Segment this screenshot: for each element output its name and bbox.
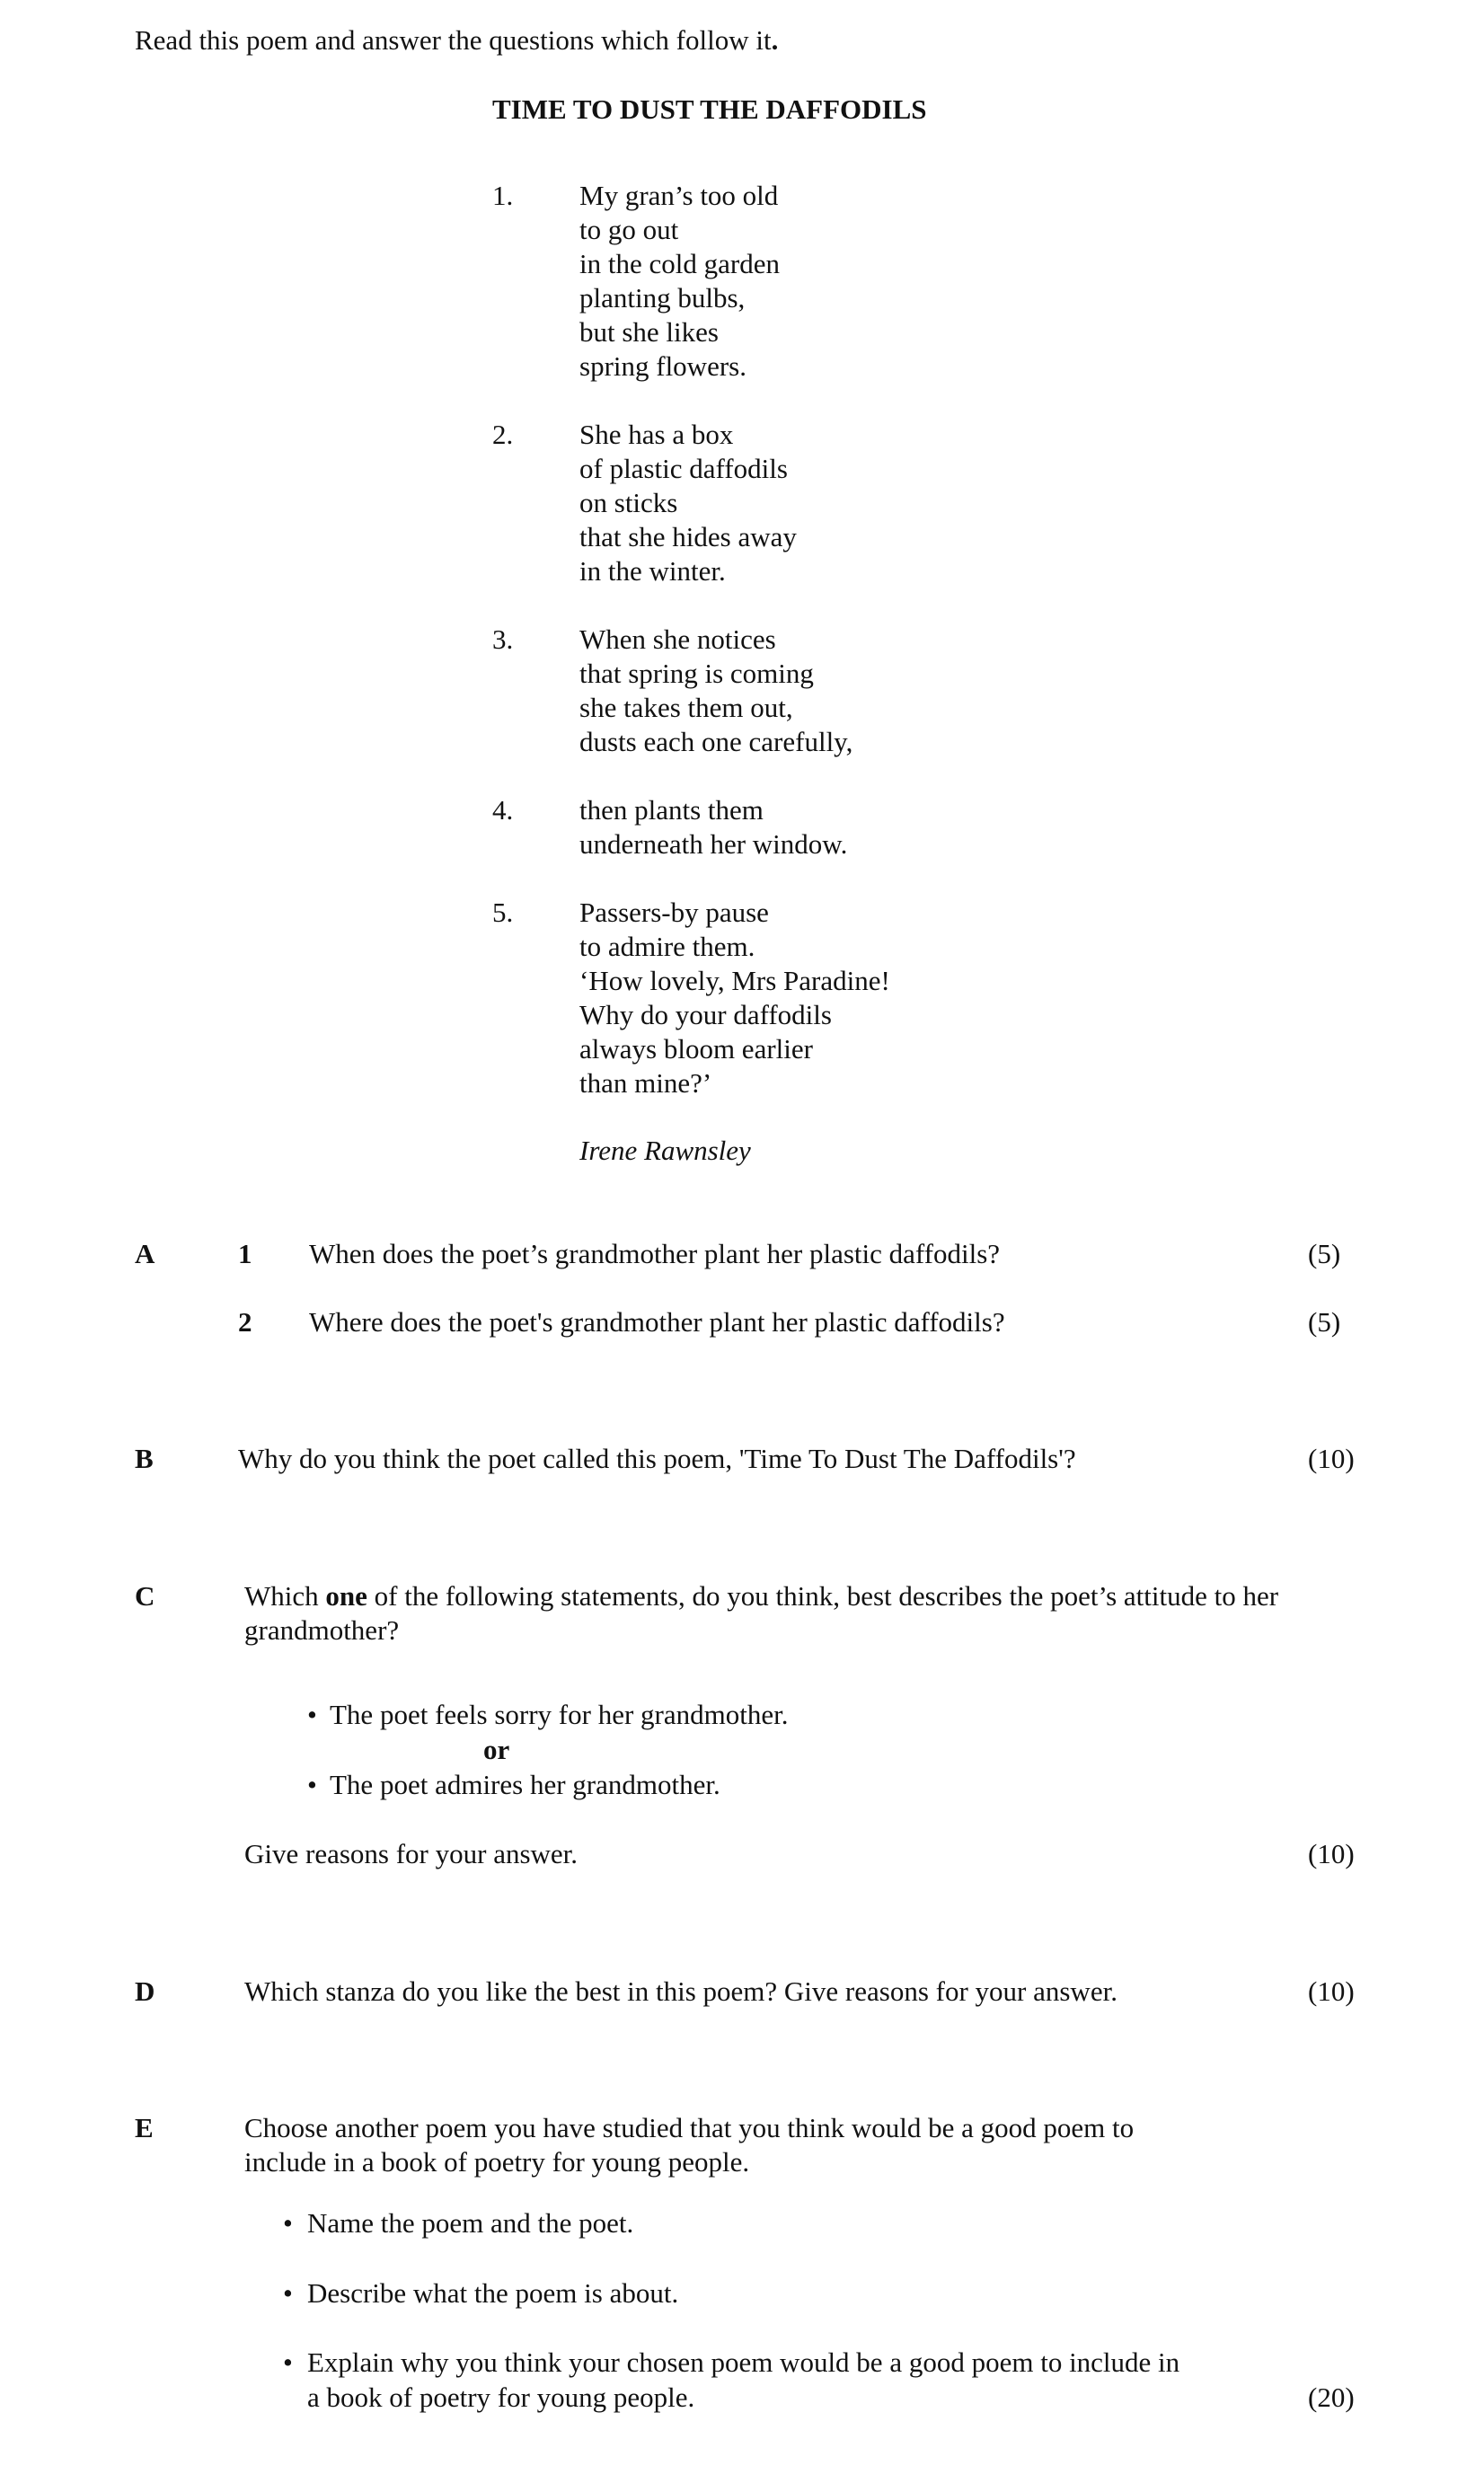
bullet-text: Describe what the poem is about.	[307, 2277, 679, 2309]
question-text-line-1: Choose another poem you have studied that you think would be a good poem to	[244, 2112, 1135, 2143]
question-marks: (5)	[1308, 1238, 1341, 1269]
stanza-lines	[579, 896, 890, 1100]
bullet-icon: •	[283, 2346, 293, 2378]
poem-line: of plastic daffodils	[579, 453, 788, 484]
poem-line: ‘How lovely, Mrs Paradine!	[579, 965, 890, 996]
poem-line: then plants them	[579, 794, 764, 826]
stanza-lines	[579, 418, 797, 588]
question-marks: (20)	[1308, 2381, 1355, 2413]
question-marks: (10)	[1308, 1838, 1355, 1869]
question-text-line-2: include in a book of poetry for young people.	[244, 2146, 750, 2178]
poem-title: TIME TO DUST THE DAFFODILS	[492, 93, 927, 125]
stanza-number: 4.	[492, 794, 514, 826]
question-number: 1	[238, 1238, 252, 1269]
poem-line: always bloom earlier	[579, 1033, 813, 1065]
stanza-number: 2.	[492, 419, 514, 450]
poem-line: planting bulbs,	[579, 282, 746, 314]
section-letter: D	[135, 1975, 155, 2007]
section-letter: C	[135, 1580, 155, 1612]
or-separator: or	[483, 1734, 510, 1765]
poem-author: Irene Rawnsley	[579, 1135, 751, 1166]
poem-line: When she notices	[579, 623, 776, 655]
section-letter: E	[135, 2112, 154, 2143]
poem-line: she takes them out,	[579, 692, 793, 723]
poem-line: than mine?’	[579, 1067, 712, 1099]
poem-line: to go out	[579, 214, 679, 245]
poem-line: in the winter.	[579, 555, 726, 587]
question-prompt: Give reasons for your answer.	[244, 1838, 579, 1869]
stanza-number: 1.	[492, 180, 514, 211]
question-text: When does the poet’s grandmother plant her plastic daffodils?	[309, 1238, 1001, 1269]
poem-line: to admire them.	[579, 931, 755, 962]
poem-line: on sticks	[579, 487, 678, 518]
poem-line: My gran’s too old	[579, 180, 779, 211]
stanza-lines	[579, 623, 852, 759]
instruction-period: .	[771, 24, 779, 56]
bullet-text-line-2: a book of poetry for young people.	[307, 2381, 695, 2413]
bullet-icon: •	[307, 1699, 317, 1730]
option-text: The poet admires her grandmother.	[330, 1769, 720, 1800]
bullet-icon: •	[283, 2207, 293, 2239]
bullet-text: Name the poem and the poet.	[307, 2207, 634, 2239]
poem-line: but she likes	[579, 316, 719, 348]
poem-line: dusts each one carefully,	[579, 726, 853, 757]
question-text: Where does the poet's grandmother plant her plastic daffodils?	[309, 1306, 1005, 1338]
stanza-lines	[579, 179, 780, 384]
bullet-icon: •	[283, 2277, 293, 2309]
instruction-text: Read this poem and answer the questions which follow it.	[135, 24, 779, 56]
poem-line: that spring is coming	[579, 658, 814, 689]
stanza-number: 3.	[492, 623, 514, 655]
question-text: Which stanza do you like the best in this poem? Give reasons for your answer.	[244, 1975, 1117, 2007]
poem-line: in the cold garden	[579, 248, 780, 279]
question-marks: (10)	[1308, 1443, 1355, 1474]
option-text: The poet feels sorry for her grandmother.	[330, 1699, 789, 1730]
question-text-line-1: Which one of the following statements, do you think, best describes the poet’s attitude to her	[244, 1580, 1279, 1612]
question-marks: (10)	[1308, 1975, 1355, 2007]
poem-line: Why do your daffodils	[579, 999, 832, 1030]
poem-line: underneath her window.	[579, 828, 848, 860]
stanza-lines	[579, 793, 847, 862]
stanza-number: 5.	[492, 897, 514, 928]
poem-line: spring flowers.	[579, 350, 746, 382]
question-text-line-2: grandmother?	[244, 1614, 400, 1646]
poem-line: that she hides away	[579, 521, 797, 552]
section-letter: A	[135, 1238, 155, 1269]
question-number: 2	[238, 1306, 252, 1338]
poem-line: Passers-by pause	[579, 897, 769, 928]
question-marks: (5)	[1308, 1306, 1341, 1338]
emphasis-word: one	[325, 1580, 367, 1612]
question-text: Why do you think the poet called this poem, 'Time To Dust The Daffodils'?	[238, 1443, 1076, 1474]
poem-line: She has a box	[579, 419, 734, 450]
bullet-text-line-1: Explain why you think your chosen poem would be a good poem to include in	[307, 2346, 1180, 2378]
section-letter: B	[135, 1443, 154, 1474]
bullet-icon: •	[307, 1769, 317, 1800]
